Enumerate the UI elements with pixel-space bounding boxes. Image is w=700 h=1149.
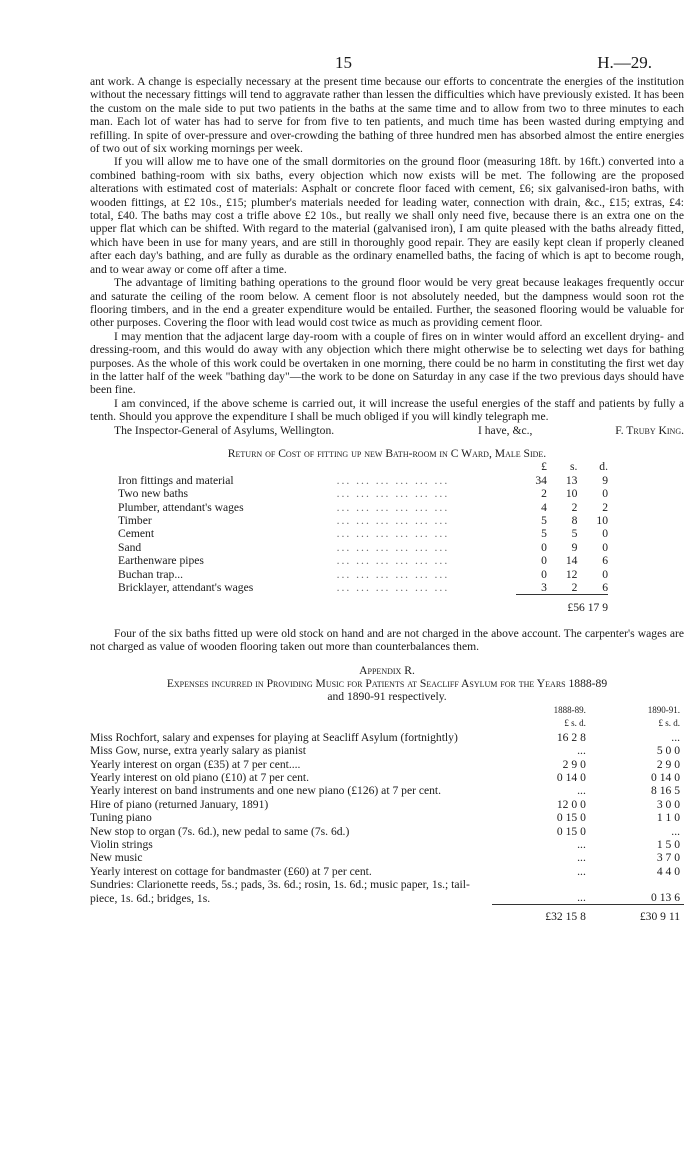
expense-description: Yearly interest on organ (£35) at 7 per cent.... (90, 757, 301, 771)
year-1890-value: 5 0 0 (656, 744, 680, 758)
expenses-total: £32 15 8 (492, 905, 586, 924)
pence-cell: 9 (602, 473, 608, 487)
shillings-cell: 5 (571, 527, 578, 541)
document-body (90, 75, 684, 924)
year-1890-value: 1 5 0 (656, 837, 680, 851)
pounds-cell: 0 (541, 554, 547, 568)
year-1888-value: 2 9 0 (562, 757, 586, 771)
pence-cell: 0 (602, 540, 608, 554)
year-1890-value: 3 7 0 (656, 851, 680, 865)
pence-cell: 0 (602, 567, 608, 581)
year-1888-value: 0 15 0 (556, 824, 586, 838)
table-row (118, 487, 608, 500)
table-row (90, 731, 684, 744)
pence-cell: 6 (602, 581, 608, 595)
table-row (90, 784, 684, 797)
leader-dots: ... ... ... ... ... ... (336, 527, 450, 541)
table-row (90, 878, 684, 905)
closing: I have, &c., (478, 423, 533, 437)
item-label: Buchan trap... (118, 567, 184, 581)
item-label: Bricklayer, attendant's wages (118, 581, 254, 595)
expenses-total: £30 9 11 (586, 905, 684, 924)
year-1888-value: 0 15 0 (556, 811, 586, 825)
table-row (90, 838, 684, 851)
year-1890-value: 0 13 6 (651, 891, 680, 905)
year-1890-value: ... (671, 824, 680, 838)
pounds-cell: 34 (535, 473, 547, 487)
item-label: Timber (118, 514, 152, 527)
pounds-cell: 2 (541, 487, 547, 501)
leader-dots: ... ... ... ... ... ... (336, 500, 450, 514)
table-row (118, 501, 608, 514)
item-label: Iron fittings and material (118, 473, 234, 487)
pounds-cell: 4 (541, 500, 547, 514)
leader-dots: ... ... ... ... ... ... (336, 567, 450, 581)
signature-line (90, 424, 684, 437)
table-row (118, 554, 608, 567)
year-1890-value: 2 9 0 (656, 757, 680, 771)
table-row (90, 851, 684, 864)
year-1890-value: 4 4 0 (656, 864, 680, 878)
leader-dots: ... ... ... ... ... ... (336, 514, 450, 527)
shillings-cell: 8 (571, 514, 578, 527)
item-label: Earthenware pipes (118, 554, 204, 568)
table-row (90, 798, 684, 811)
appendix-title: Expenses incurred in Providing Music for Patients at Seacliff Asylum for the Years 1888-89 (166, 677, 608, 691)
year-1888-value: ... (577, 744, 586, 758)
item-label: Plumber, attendant's wages (118, 500, 244, 514)
addressee: The Inspector-General of Asylums, Wellington. (114, 423, 335, 437)
shillings-cell: 2 (571, 500, 578, 514)
table-row (118, 581, 608, 595)
item-label: Two new baths (118, 487, 189, 501)
year-1888-value: ... (577, 837, 586, 851)
paragraph: If you will allow me to have one of the small dormitories on the ground floor (measuring 18ft. by 16ft.) converted into a combined bathing-room with six baths, every objection which now exists will be met. The following are the proposed alterations with estimated cost of materials: Asphalt or concrete floor faced with cement, £6; six galvanised-iron baths, with wooden fittings, at £2 10s., £15; plumber's materials needed for leading water, connection with drain, &c., £15; extras, £4: total, £40. The baths may cost a trifle above £2 10s., but really we shall only need five, because there is an extra one on the upper flat which can be shifted. With regard to the material (galvanised iron), I am quite pleased with the baths already fitted, which have been in use for many years, and are still in thoroughly good repair. They are easily kept clean if properly cleaned after each day's bathing, and are fully as durable as the ordinary enamelled baths, the facing of which is apt to become rough, and to wear away or come off after a time. (90, 155, 684, 276)
expense-description: Miss Rochfort, salary and expenses for playing at Seacliff Asylum (fortnightly) (90, 730, 458, 744)
expense-description: New music (90, 851, 143, 865)
expense-description: Hire of piano (returned January, 1891) (90, 797, 269, 811)
year-1888-value: 0 14 0 (556, 770, 586, 784)
paragraph: ant work. A change is especially necessary at the present time because our efforts to concentrate the energies of the institution without the necessary fittings will tend to aggravate rather than lessen the difficulties which have previously existed. It has been the custom on the male side to put two patients in the baths at the same time and to allow from two to three minutes to each man. Each lot of water has had to serve for from five to ten patients, and much time has been wasted during emptying and refilling. In spite of over-pressure and over-crowding the bathing of three hundred men has absorbed almost the entire energies of two out of six working mornings per week. (90, 75, 684, 156)
shillings-cell: 10 (565, 487, 578, 501)
table-row (118, 514, 608, 527)
expense-description: Sundries: Clarionette reeds, 5s.; pads, 3s. 6d.; rosin, 1s. 6d.; music paper, 1s.; tail-piece, 1s. 6d.; bridges, 1s. (90, 878, 470, 905)
pence-cell: 0 (602, 527, 608, 541)
year-1888-value: ... (577, 864, 586, 878)
column-header: d. (599, 460, 608, 474)
leader-dots: ... ... ... ... ... ... (336, 487, 450, 501)
table-row (118, 474, 608, 487)
table-row (118, 568, 608, 581)
expense-description: Miss Gow, nurse, extra yearly salary as pianist (90, 744, 306, 758)
table-row (118, 541, 608, 554)
expense-description: Yearly interest on band instruments and one new piano (£126) at 7 per cent. (90, 784, 442, 798)
item-label: Sand (118, 540, 142, 554)
column-header: 1890-91. (647, 704, 680, 715)
pounds-cell: 3 (541, 581, 547, 595)
shillings-cell: 2 (571, 581, 578, 595)
year-1890-value: 8 16 5 (651, 784, 680, 798)
leader-dots: ... ... ... ... ... ... (336, 473, 450, 487)
pounds-cell: 5 (541, 527, 547, 541)
column-units: £ s. d. (564, 718, 586, 729)
year-1888-value: ... (577, 891, 586, 905)
paragraph: I am convinced, if the above scheme is carried out, it will increase the useful energies of the staff and patients by fully a tenth. Should you approve the expenditure I shall be much obliged if you will kindly telegraph me. (90, 396, 684, 424)
leader-dots: ... ... ... ... ... ... (336, 554, 450, 568)
pounds-cell: 0 (541, 540, 547, 554)
return-table-title: Return of Cost of fitting up new Bath-room in C Ward, Male Side. (227, 446, 547, 460)
paragraph: The advantage of limiting bathing operations to the ground floor would be very great because leakages frequently occur and saturate the ceiling of the room below. A cement floor is not absolutely needed, but the dampness would soon rot the flooring timbers, and in the end a greater expenditure would be entailed. Further, the seasoned flooring would be valuable for other purposes. Covering the floor with lead would cost twice as much as providing cement floor. (90, 276, 684, 330)
table-row (90, 865, 684, 878)
page-number: 15 (335, 53, 352, 72)
return-table-total: £56 17 9 (516, 595, 608, 615)
column-header: s. (570, 460, 578, 474)
column-header: £ (541, 460, 547, 474)
column-header: 1888-89. (553, 704, 586, 715)
year-1888-value: ... (577, 784, 586, 798)
item-label: Cement (118, 527, 155, 541)
expense-description: Violin strings (90, 837, 153, 851)
paragraph: I may mention that the adjacent large day-room with a couple of fires on in winter would afford an excellent drying- and dressing-room, and this would do away with any objection which there might otherwise be to selecting wet days for bathing purposes. As the whole of this work could be overtaken in one morning, there could be no harm in constituting the first wet day in the latter half of the week "bathing day"—the work to be done on Saturday in any case if the two previous days should have been fine. (90, 329, 684, 397)
expense-description: Yearly interest on old piano (£10) at 7 per cent. (90, 770, 310, 784)
pence-cell: 6 (602, 554, 608, 568)
table-row (118, 527, 608, 540)
paragraph: Four of the six baths fitted up were old stock on hand and are not charged in the above account. The carpenter's wages are not charged as value of wooden flooring taken out more than counterbalances them. (90, 626, 684, 654)
year-1890-value: 0 14 0 (651, 770, 680, 784)
year-1890-value: 3 0 0 (656, 797, 680, 811)
year-1888-value: 12 0 0 (556, 797, 586, 811)
table-row (90, 811, 684, 824)
year-1888-value: ... (577, 851, 586, 865)
table-row (90, 771, 684, 784)
appendix-subtitle: and 1890-91 respectively. (327, 690, 447, 704)
year-1890-value: ... (671, 730, 680, 744)
year-1890-value: 1 1 0 (656, 811, 680, 825)
shillings-cell: 12 (565, 567, 578, 581)
pounds-cell: 0 (541, 567, 547, 581)
shillings-cell: 9 (571, 540, 578, 554)
table-row (90, 758, 684, 771)
pence-cell: 10 (596, 514, 608, 527)
table-row (90, 744, 684, 757)
pence-cell: 0 (602, 487, 608, 501)
shillings-cell: 14 (565, 554, 578, 568)
signer: F. Truby King. (615, 423, 684, 437)
expense-description: Tuning piano (90, 811, 152, 825)
document-reference: H.—29. (597, 53, 652, 72)
pounds-cell: 5 (541, 514, 547, 527)
year-1888-value: 16 2 8 (556, 730, 586, 744)
shillings-cell: 13 (565, 473, 578, 487)
expenses-table (90, 704, 684, 924)
leader-dots: ... ... ... ... ... ... (336, 540, 450, 554)
table-row (90, 825, 684, 838)
appendix-heading: Appendix R. (359, 663, 415, 677)
expense-description: Yearly interest on cottage for bandmaster (£60) at 7 per cent. (90, 864, 372, 878)
return-table (118, 460, 608, 614)
pence-cell: 2 (602, 500, 608, 514)
return-table-header (118, 460, 608, 473)
expense-description: New stop to organ (7s. 6d.), new pedal to same (7s. 6d.) (90, 824, 350, 838)
column-units: £ s. d. (658, 718, 680, 729)
leader-dots: ... ... ... ... ... ... (336, 581, 450, 595)
